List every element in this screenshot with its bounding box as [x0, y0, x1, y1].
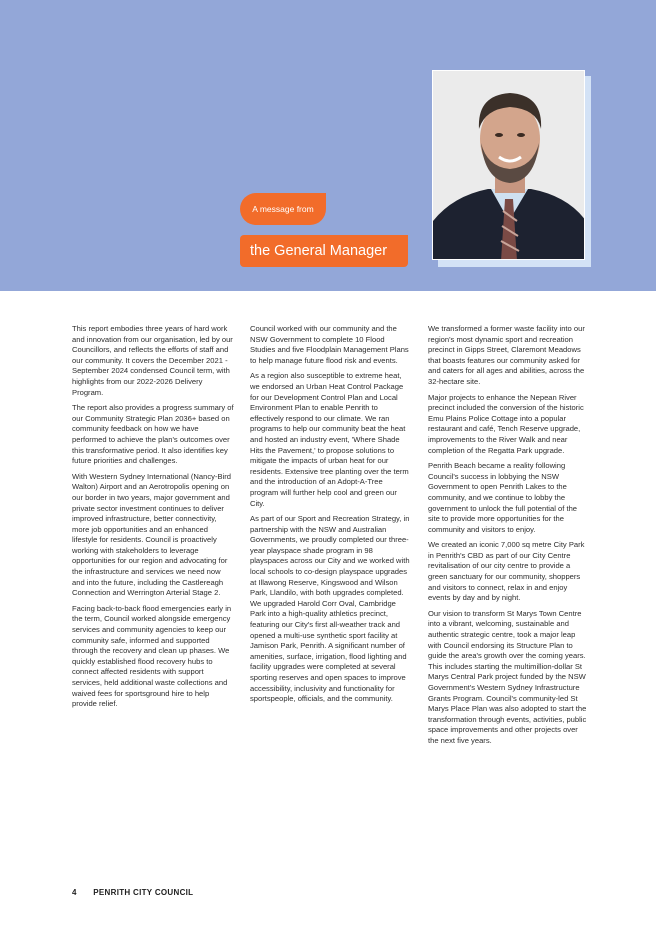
paragraph: The report also provides a progress summary of our Community Strategic Plan 2036+ based on community feedback on how we have performed to achieve the plan's outcomes over this transformative period. It also identifies key future priorities and challenges. — [72, 403, 234, 466]
paragraph: We transformed a former waste facility into our region's most dynamic sport and recreation precinct in Gipps Street, Claremont Meadows that boasts features our community asked for and caters for all ages and abilities, across the 32-hectare site. — [428, 324, 585, 386]
paragraph: We created an iconic 7,000 sq metre City Park in Penrith's CBD as part of our City Centre revitalisation of our city centre to provide a green sanctuary for our community, shoppers and visitors to connect, relax in and enjoy events by day and by night. — [428, 540, 585, 603]
text-column-2 — [250, 324, 412, 710]
page-number: 4 — [72, 888, 77, 897]
general-manager-portrait — [432, 70, 585, 260]
text-column-1 — [72, 324, 234, 715]
paragraph: Penrith Beach became a reality following Council's success in lobbying the NSW Government to open Penrith Lakes to the community, and we continue to lobby the government to unlock the full potential of the site to provide more opportunities for the community and visitors to enjoy. — [428, 461, 578, 534]
paragraph: With Western Sydney International (Nancy-Bird Walton) Airport and an Aerotropolis opening on our border in two years, major government and private sector investment continues to deliver improved infrastructure, better connectivity, more job opportunities and an enhanced lifestyle for residents. Council is proactively working with stakeholders to leverage opportunities for our region and advocating for the infrastructure and services we need now and into the future, including the Castlereagh Connection and Werrington Arterial Stage 2. — [72, 471, 231, 598]
paragraph: This report embodies three years of hard work and innovation from our organisation, led by our Councillors, and reflects the efforts of staff and our community. It covers the December 2021 - September 2024 condensed Council term, with highlights from our 2022-2026 Delivery Program. — [72, 324, 233, 397]
paragraph: Council worked with our community and the NSW Government to complete 10 Flood Studies and five Floodplain Management Plans to help manage future flood risk and events. — [250, 324, 409, 365]
paragraph: As a region also susceptible to extreme heat, we endorsed an Urban Heat Control Package for our Development Control Plan and Local Environment Plan to enable Penrith to effectively respond to our climate. We ran programs to help our community beat the heat and hosted an industry event, 'Where Shade Hits the Pavement,' to propose solutions to mitigate the impacts of urban heat for our residents. Extensive tree planting over the term and the introduction of an Adopt-A-Tree program will further help cool and green our City. — [250, 371, 409, 508]
publisher-name: PENRITH CITY COUNCIL — [93, 888, 194, 897]
paragraph: Major projects to enhance the Nepean River precinct included the conversion of the historic Emu Plains Police Cottage into a popular restaurant and café, Tench Reserve upgrade, improvements to the River Walk and near completion of the Regatta Park upgrade. — [428, 392, 584, 455]
paragraph: Facing back-to-back flood emergencies early in the term, Council worked alongside emergency services and community agencies to keep our community safe, informed and supported through the recovery and clean up phases. We quickly established flood recovery hubs to connect affected residents with support services, held additional waste collections and waived fees for sportsground hire to help provide relief. — [72, 603, 232, 709]
paragraph: Our vision to transform St Marys Town Centre into a vibrant, welcoming, sustainable and authentic strategic centre, took a major leap with Council endorsing its Structure Plan to guide the area's growth over the coming years. This includes starting the multimillion-dollar St Marys Central Park project funded by the NSW Government's Western Sydney Infrastructure Grants Program. Council's community-led St Marys Place Plan was also adopted to start the transformation through events, activities, public space improvements and other projects over the next five years. — [428, 608, 587, 745]
paragraph: As part of our Sport and Recreation Strategy, in partnership with the NSW and Australian Governments, we proudly completed our three-year playspace shade program in 98 playspaces across our City and we worked with local schools to co-design playspace upgrades at Illawong Reserve, Kingswood and Wilson Park, Llandilo, with both upgrades completed. We upgraded Harold Corr Oval, Cambridge Park into a high-quality athletics precinct, featuring our City's first all-weather track and opened a multi-use synthetic sport facility at Jamison Park, Penrith. A significant number of amenities, surface, irrigation, flood lighting and facility upgrades were completed at several sporting reserves and open spaces to improve accessibility, inclusivity and functionality for sportspeople, officials, and the community. — [250, 514, 410, 704]
message-from-pill: A message from — [240, 193, 326, 225]
page-title: the General Manager — [240, 235, 408, 267]
text-column-3 — [428, 324, 590, 752]
page-footer — [72, 888, 193, 897]
